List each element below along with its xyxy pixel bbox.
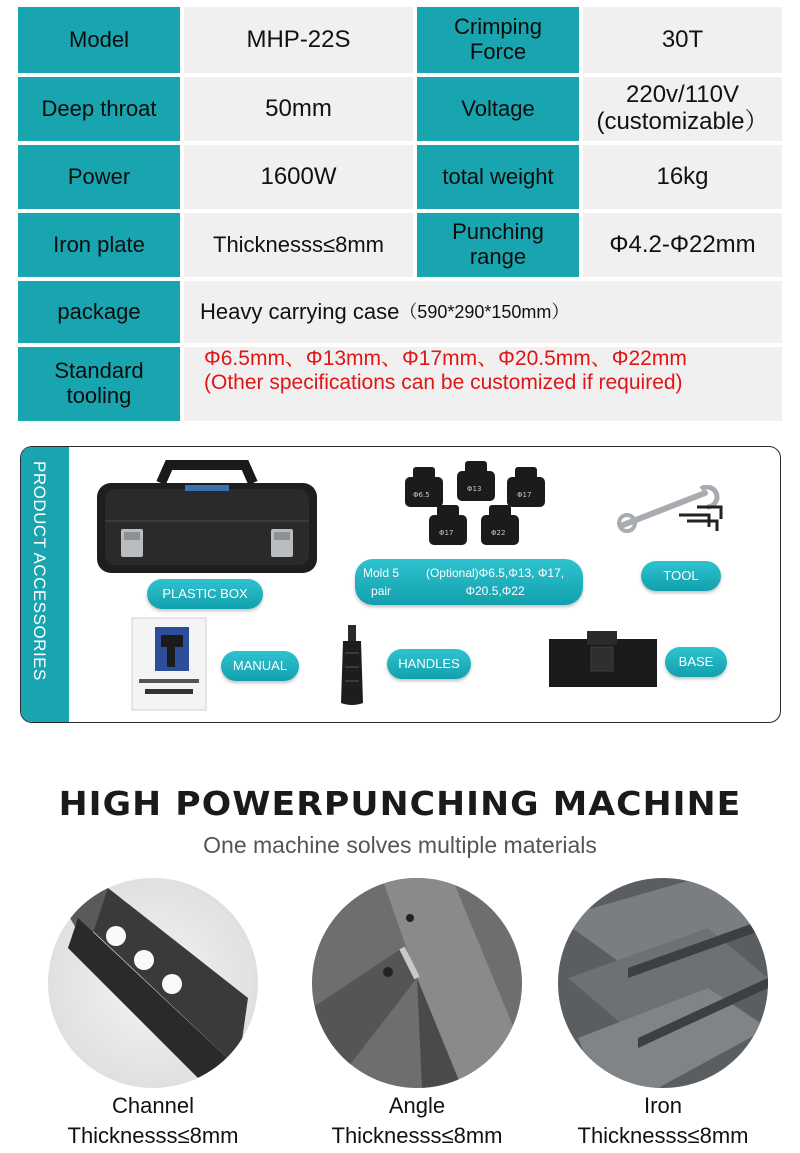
package-value: [184, 281, 782, 343]
model-value: MHP-22S: [184, 7, 413, 73]
voltage-label: Voltage: [417, 77, 579, 141]
manual-image: [131, 617, 207, 711]
channel-image: [48, 878, 258, 1088]
voltage-value-line1: 220v/110V: [626, 81, 739, 109]
accessories-side-title: PRODUCT ACCESSORIES: [30, 461, 49, 681]
throat-value: 50mm: [184, 77, 413, 141]
iron-image: [558, 878, 768, 1088]
weight-value: 16kg: [583, 145, 782, 209]
tooling-label-line1: Standard: [54, 358, 144, 384]
mold-mark-2: Φ13: [467, 485, 482, 493]
voltage-value-line2: (customizable）: [596, 108, 769, 135]
punching-label: [417, 213, 579, 277]
base-image: [547, 629, 659, 689]
accessories-side-bar: [21, 447, 69, 722]
voltage-value: [583, 77, 782, 141]
model-label: Model: [18, 7, 180, 73]
mold-mark-3: Φ17: [517, 491, 532, 499]
base-button[interactable]: BASE: [665, 647, 727, 677]
spec-row-iron: [18, 213, 782, 277]
material-spec: Thicknesss≤8mm: [331, 1123, 503, 1148]
spec-row-model: [18, 7, 782, 73]
throat-label: Deep throat: [18, 77, 180, 141]
spec-row-package: [18, 281, 782, 343]
material-name: Channel: [112, 1093, 194, 1118]
material-spec: Thicknesss≤8mm: [577, 1123, 749, 1148]
subline: One machine solves multiple materials: [203, 832, 597, 858]
mold-mark-1: Φ6.5: [413, 491, 430, 499]
crimping-label-line1: Crimping: [453, 14, 543, 40]
tool-image: [617, 485, 731, 535]
iron-label: Iron plate: [18, 213, 180, 277]
crimping-value: 30T: [583, 7, 782, 73]
tooling-value: [184, 347, 782, 421]
tooling-label-line2: tooling: [66, 383, 132, 408]
plastic-box-button[interactable]: PLASTIC BOX: [147, 579, 263, 609]
tooling-line1: Φ6.5mm、Φ13mm、Φ17mm、Φ20.5mm、Φ22mm: [204, 347, 687, 370]
power-label: Power: [18, 145, 180, 209]
plastic-box-image: [91, 459, 323, 577]
crimping-label-line2: Force: [469, 39, 527, 64]
power-value: 1600W: [184, 145, 413, 209]
mold-line2: (Optional)Φ6.5,Φ13, Φ17, Φ20.5,Φ22: [425, 566, 565, 598]
tooling-line2: (Other specifications can be customized if required): [204, 370, 683, 394]
angle-image: [312, 878, 522, 1088]
iron-value: Thicknesss≤8mm: [184, 213, 413, 277]
spec-row-throat: [18, 77, 782, 141]
mold-line1: Mold 5 pair: [363, 566, 400, 598]
manual-button[interactable]: MANUAL: [221, 651, 299, 681]
material-spec: Thicknesss≤8mm: [67, 1123, 239, 1148]
package-dims: （590*290*150mm）: [399, 301, 570, 322]
handle-image: [335, 623, 369, 707]
tool-button[interactable]: TOOL: [641, 561, 721, 591]
mold-mark-5: Φ22: [491, 529, 506, 537]
punching-label-line2: range: [469, 244, 527, 269]
tooling-label: [18, 347, 180, 421]
punching-value: Φ4.2-Φ22mm: [583, 213, 782, 277]
molds-image: [393, 459, 563, 555]
crimping-label: [417, 7, 579, 73]
accessories-panel: [20, 446, 781, 723]
material-name: Angle: [388, 1093, 446, 1118]
material-name: Iron: [644, 1093, 682, 1118]
handles-button[interactable]: HANDLES: [387, 649, 471, 679]
mold-button[interactable]: [355, 559, 583, 605]
spec-row-tooling: [18, 347, 782, 421]
package-value-text: Heavy carrying case: [200, 298, 400, 324]
weight-label: total weight: [417, 145, 579, 209]
punching-label-line1: Punching: [452, 219, 544, 245]
spec-row-power: [18, 145, 782, 209]
package-label: package: [18, 281, 180, 343]
mold-mark-4: Φ17: [439, 529, 454, 537]
headline: HIGH POWERPUNCHING MACHINE: [58, 784, 742, 823]
